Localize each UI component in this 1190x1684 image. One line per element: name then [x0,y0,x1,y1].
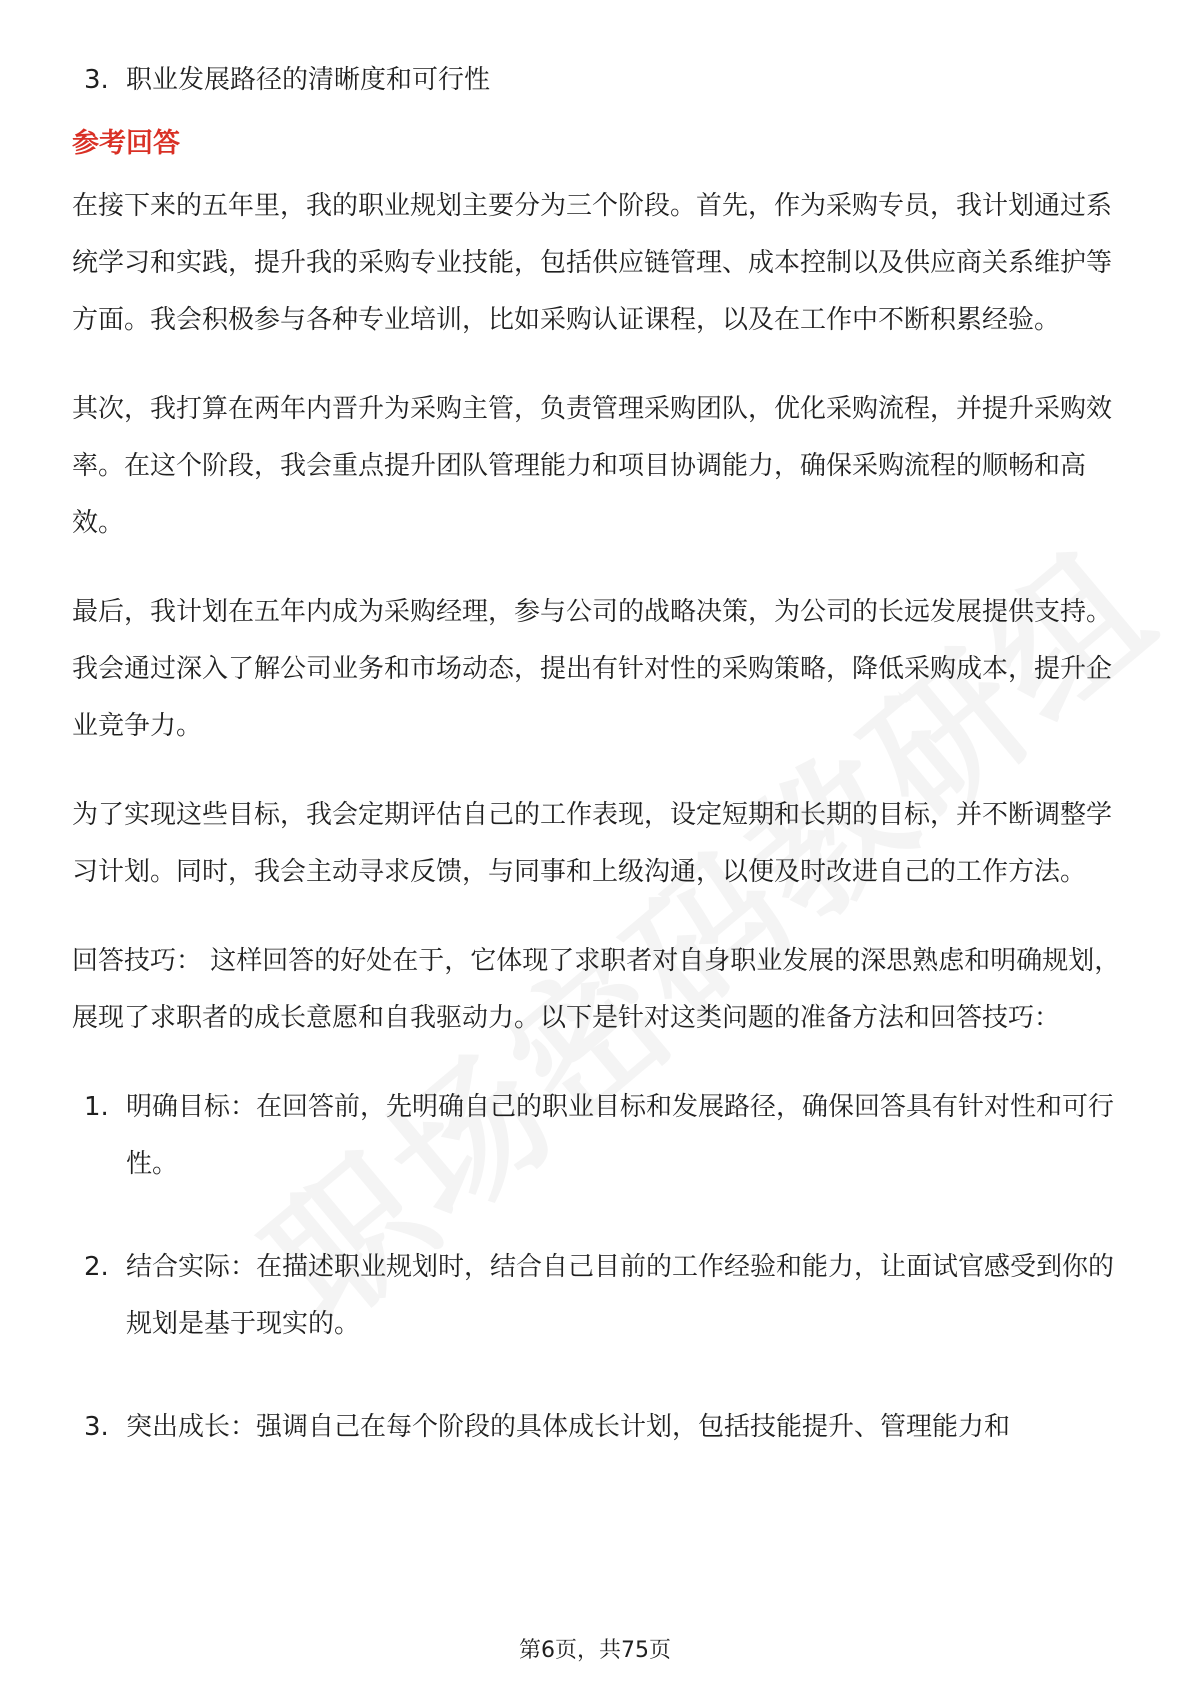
list-number: 2. [84,1252,109,1282]
paragraph-2: 其次，我打算在两年内晋升为采购主管，负责管理采购团队，优化采购流程，并提升采购效率。在这个阶段，我会重点提升团队管理能力和项目协调能力，确保采购流程的顺畅和高效。 [72,394,1113,538]
list-number: 1. [84,1092,109,1122]
paragraph-3: 最后，我计划在五年内成为采购经理，参与公司的战略决策，为公司的长远发展提供支持。我会通过深入了解公司业务和市场动态，提出有针对性的采购策略，降低采购成本，提升企业竞争力。 [72,597,1113,741]
list-item [72,52,1122,109]
list-text: 结合实际：在描述职业规划时，结合自己目前的工作经验和能力，让面试官感受到你的规划是基于现实的。 [126,1252,1115,1339]
list-number: 3. [84,65,109,95]
reference-answer-heading: 参考回答 [72,128,180,159]
list-text: 突出成长：强调自己在每个阶段的具体成长计划，包括技能提升、管理能力和 [126,1412,1011,1442]
answer-tips-paragraph: 回答技巧： 这样回答的好处在于，它体现了求职者对自身职业发展的深思熟虑和明确规划，展现了求职者的成长意愿和自我驱动力。以下是针对这类问题的准备方法和回答技巧： [72,946,1121,1033]
paragraph-1: 在接下来的五年里，我的职业规划主要分为三个阶段。首先，作为采购专员，我计划通过系统学习和实践，提升我的采购专业技能，包括供应链管理、成本控制以及供应商关系维护等方面。我会积极参与各种专业培训，比如采购认证课程，以及在工作中不断积累经验。 [72,191,1113,335]
tip-item-1 [72,1079,1122,1193]
paragraph-4: 为了实现这些目标，我会定期评估自己的工作表现，设定短期和长期的目标，并不断调整学习计划。同时，我会主动寻求反馈，与同事和上级沟通，以便及时改进自己的工作方法。 [72,800,1113,887]
tip-item-2 [72,1239,1122,1353]
tip-item-3 [72,1399,1122,1456]
list-text: 职业发展路径的清晰度和可行性 [126,65,491,95]
list-text: 明确目标：在回答前，先明确自己的职业目标和发展路径，确保回答具有针对性和可行性。 [126,1092,1115,1179]
list-number: 3. [84,1412,109,1442]
page-content [72,52,1122,1456]
page-footer: 第6页，共75页 [519,1638,671,1663]
